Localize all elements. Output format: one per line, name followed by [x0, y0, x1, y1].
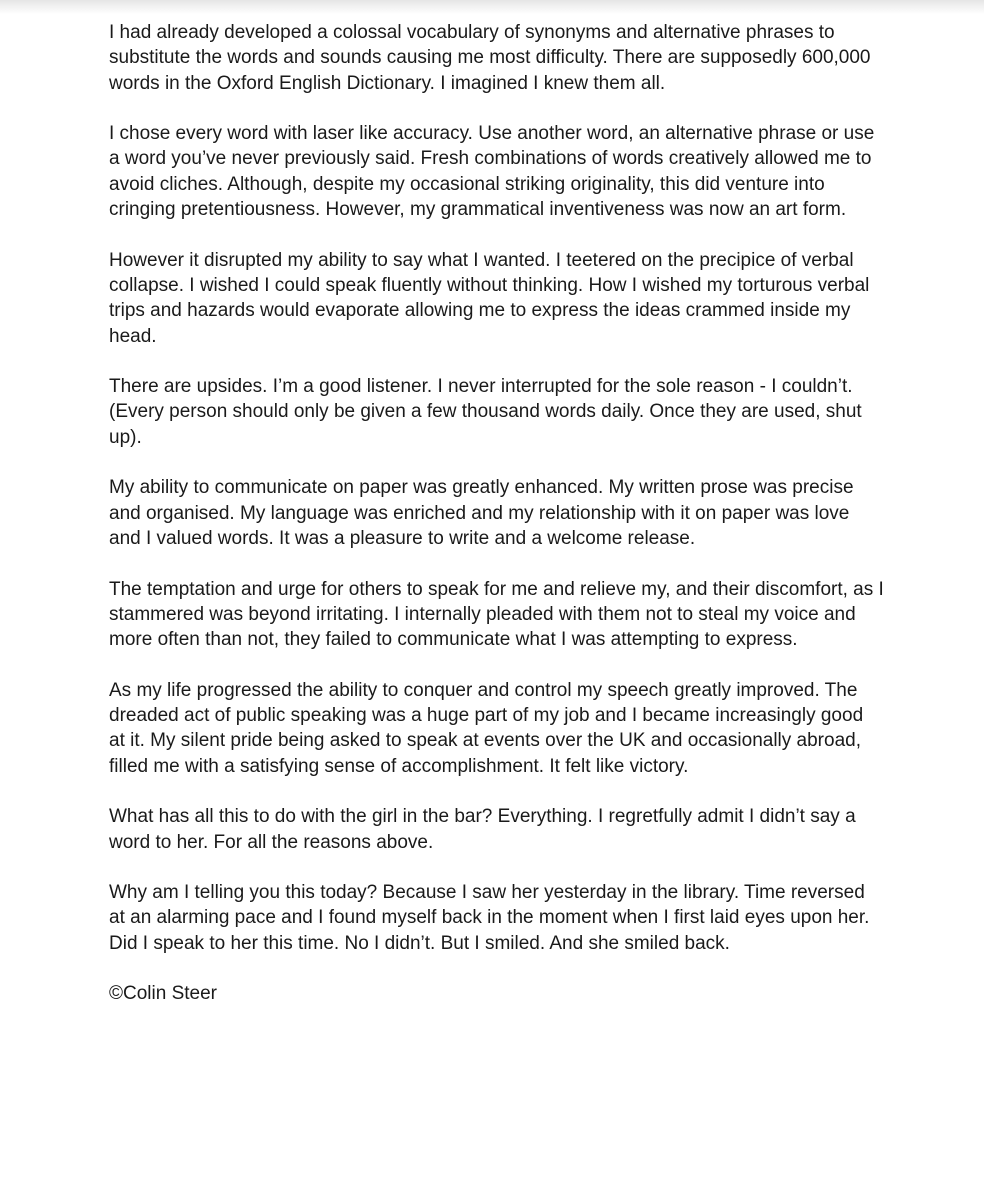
document-page	[109, 20, 884, 1032]
paragraph: As my life progressed the ability to conquer and control my speech greatly improved. The dreaded act of public speaking was a huge part of my job and I became increasingly good at it. My silent pride being asked to speak at events over the UK and occasionally abroad, filled me with a satisfying sense of accomplishment. It felt like victory.	[109, 679, 864, 777]
paragraph: I had already developed a colossal vocabulary of synonyms and alternative phrases to substitute the words and sounds causing me most difficulty. There are supposedly 600,000 words in the Oxford English Dictionary. I imagined I knew them all.	[109, 22, 871, 94]
paragraph: I chose every word with laser like accuracy. Use another word, an alternative phrase or use a word you’ve never previously said. Fresh combinations of words creatively allowed me to avoid cliches. Although, despite my occasional striking originality, this did venture into cringing pretentiousness. However, my grammatical inventiveness was now an art form.	[109, 123, 875, 221]
paragraph: The temptation and urge for others to speak for me and relieve my, and their discomfort, as I stammered was beyond irritating. I internally pleaded with them not to steal my voice and more often than not, they failed to communicate what I was attempting to express.	[109, 578, 884, 651]
paragraph: Why am I telling you this today? Because I saw her yesterday in the library. Time reversed at an alarming pace and I found myself back in the moment when I first laid eyes upon her. Did I speak to her this time. No I didn’t. But I smiled. And she smiled back.	[109, 882, 870, 954]
paragraph: There are upsides. I’m a good listener. I never interrupted for the sole reason - I couldn’t. (Every person should only be given a few thousand words daily. Once they are used, shut up).	[109, 376, 862, 448]
paragraph: My ability to communicate on paper was greatly enhanced. My written prose was precise and organised. My language was enriched and my relationship with it on paper was love and I valued words. It was a pleasure to write and a welcome release.	[109, 477, 854, 549]
copyright-signature: ©Colin Steer	[109, 983, 217, 1005]
paragraph: However it disrupted my ability to say what I wanted. I teetered on the precipice of verbal collapse. I wished I could speak fluently without thinking. How I wished my torturous verbal trips and hazards would evaporate allowing me to express the ideas crammed inside my head.	[109, 249, 870, 347]
top-edge-shadow	[0, 0, 984, 14]
paragraph: What has all this to do with the girl in the bar? Everything. I regretfully admit I didn’t say a word to her. For all the reasons above.	[109, 806, 856, 853]
